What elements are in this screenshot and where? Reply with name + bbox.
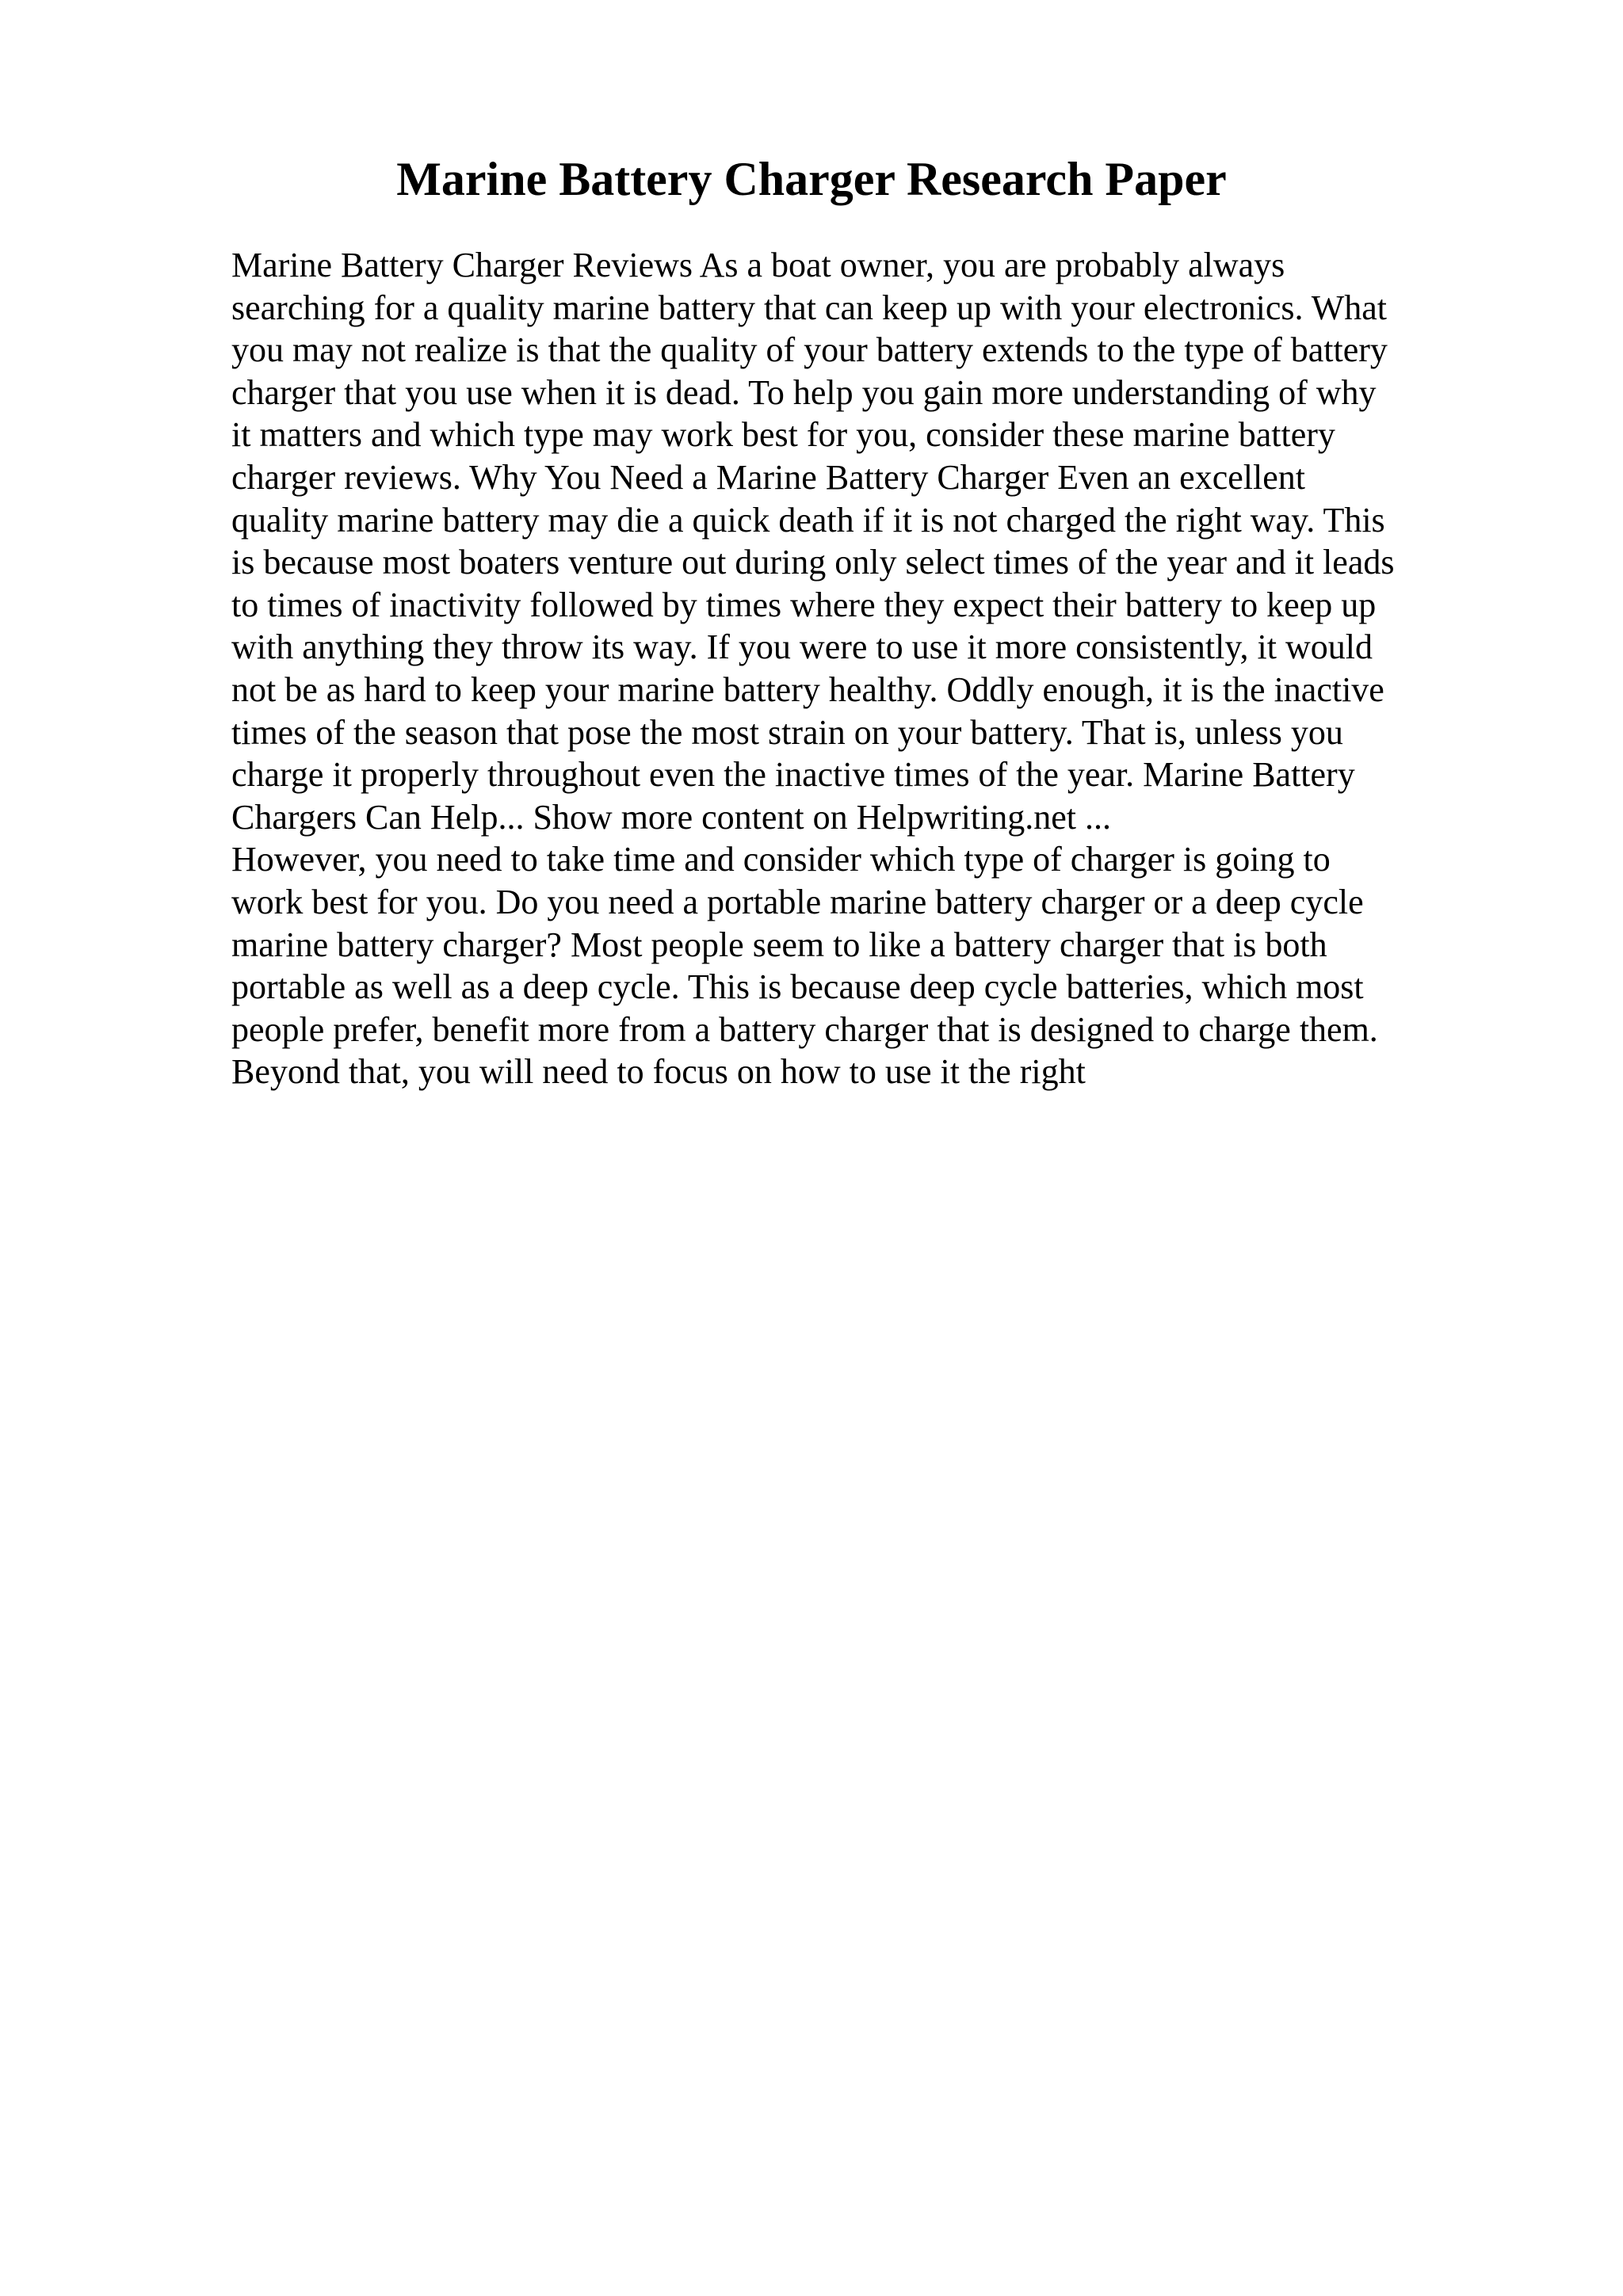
body-line: portable as well as a deep cycle. This is because deep cycle batteries, which most — [231, 967, 1364, 1007]
body-line: However, you need to take time and consider which type of charger is going to — [231, 840, 1331, 879]
body-line: searching for a quality marine battery that can keep up with your electronics. What — [231, 288, 1387, 327]
document-body — [231, 244, 1468, 1093]
body-line: it matters and which type may work best for you, consider these marine battery — [231, 415, 1335, 455]
body-line: to times of inactivity followed by times where they expect their battery to keep up — [231, 585, 1377, 624]
body-line: charger that you use when it is dead. To help you gain more understanding of why — [231, 372, 1377, 412]
body-line: charge it properly throughout even the inactive times of the year. Marine Battery — [231, 755, 1355, 795]
body-line: Chargers Can Help... Show more content on Helpwriting.net ... — [231, 797, 1111, 837]
body-line: quality marine battery may die a quick death if it is not charged the right way. This — [231, 500, 1385, 540]
body-line: times of the season that pose the most strain on your battery. That is, unless you — [231, 712, 1343, 752]
body-line: Beyond that, you will need to focus on how to use it the right — [231, 1052, 1086, 1092]
body-line: charger reviews. Why You Need a Marine Battery Charger Even an excellent — [231, 457, 1305, 497]
body-line: marine battery charger? Most people seem to like a battery charger that is both — [231, 925, 1327, 964]
body-line: with anything they throw its way. If you were to use it more consistently, it would — [231, 627, 1373, 667]
body-line: is because most boaters venture out during only select times of the year and it leads — [231, 543, 1395, 582]
body-line: Marine Battery Charger Reviews As a boat owner, you are probably always — [231, 246, 1285, 284]
body-line: work best for you. Do you need a portable marine battery charger or a deep cycle — [231, 882, 1364, 921]
document-title: Marine Battery Charger Research Paper — [396, 153, 1227, 205]
body-line: people prefer, benefit more from a battery charger that is designed to charge them. — [231, 1009, 1378, 1049]
body-line: not be as hard to keep your marine battery healthy. Oddly enough, it is the inactive — [231, 669, 1384, 709]
body-line: you may not realize is that the quality of your battery extends to the type of battery — [231, 330, 1388, 370]
